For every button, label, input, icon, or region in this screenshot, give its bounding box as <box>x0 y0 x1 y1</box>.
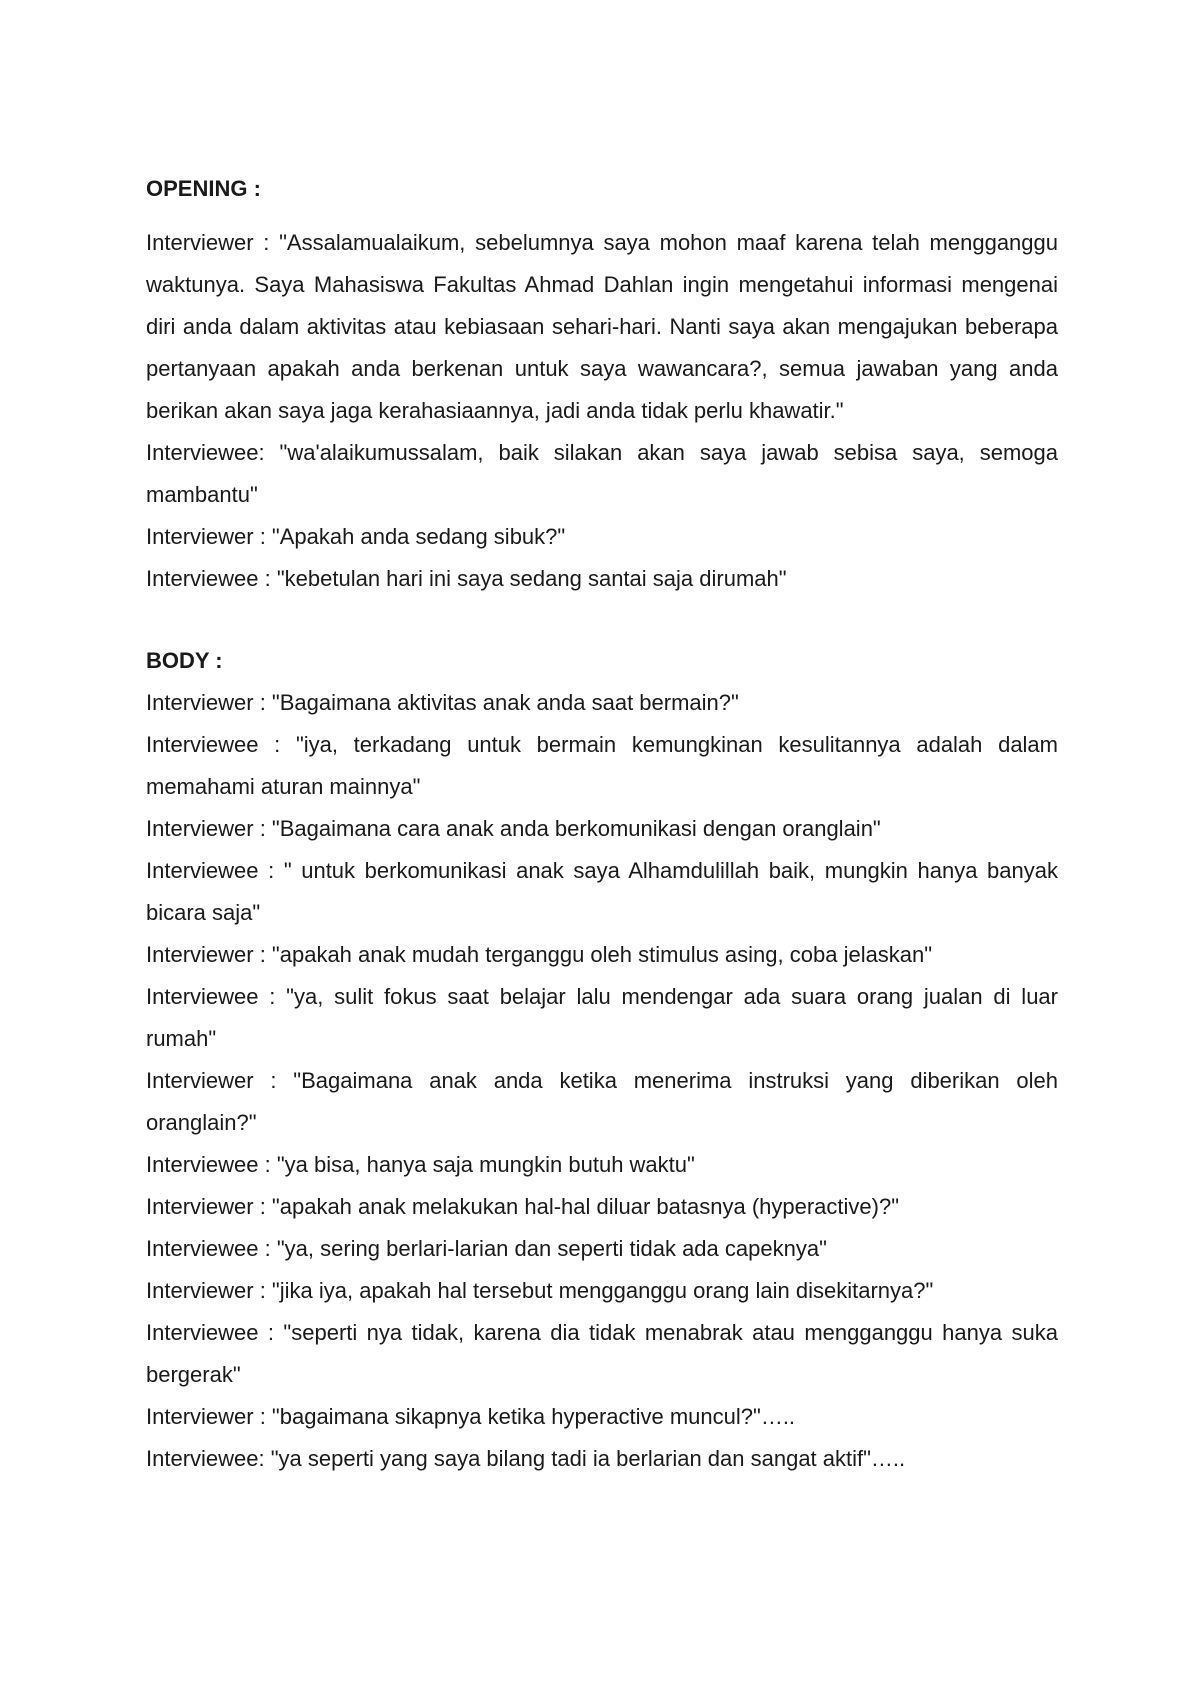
body-line: Interviewee : "ya, sulit fokus saat belajar lalu mendengar ada suara orang jualan di luar rumah" <box>146 984 1058 1051</box>
opening-line: Interviewer : "Apakah anda sedang sibuk?" <box>146 524 566 549</box>
body-line: Interviewer : "jika iya, apakah hal tersebut mengganggu orang lain disekitarnya?" <box>146 1278 934 1303</box>
document-page <box>146 168 1058 1480</box>
body-line: Interviewee : " untuk berkomunikasi anak saya Alhamdulillah baik, mungkin hanya banyak bicara saja" <box>146 858 1058 925</box>
body-line: Interviewer : "Bagaimana anak anda ketika menerima instruksi yang diberikan oleh oranglain?" <box>146 1068 1058 1135</box>
body-line: Interviewee : "ya bisa, hanya saja mungkin butuh waktu" <box>146 1152 695 1177</box>
body-line: Interviewee : "iya, terkadang untuk bermain kemungkinan kesulitannya adalah dalam memahami aturan mainnya" <box>146 732 1058 799</box>
body-heading: BODY : <box>146 648 223 673</box>
body-line: Interviewer : "bagaimana sikapnya ketika hyperactive muncul?"….. <box>146 1404 796 1429</box>
opening-heading: OPENING : <box>146 176 261 201</box>
opening-line: Interviewer : "Assalamualaikum, sebelumnya saya mohon maaf karena telah mengganggu waktunya. Saya Mahasiswa Fakultas Ahmad Dahlan ingin mengetahui informasi mengenai diri anda dalam aktivitas atau kebiasaan sehari-hari. Nanti saya akan mengajukan beberapa pertanyaan apakah anda berkenan untuk saya wawancara?, semua jawaban yang anda berikan akan saya jaga kerahasiaannya, jadi anda tidak perlu khawatir." <box>146 230 1058 423</box>
opening-line: Interviewee : "kebetulan hari ini saya sedang santai saja dirumah" <box>146 566 787 591</box>
body-line: Interviewer : "apakah anak mudah terganggu oleh stimulus asing, coba jelaskan" <box>146 942 933 967</box>
body-line: Interviewer : "Bagaimana cara anak anda berkomunikasi dengan oranglain" <box>146 816 881 841</box>
opening-line: Interviewee: "wa'alaikumussalam, baik silakan akan saya jawab sebisa saya, semoga mambantu" <box>146 440 1058 507</box>
body-line: Interviewee : "ya, sering berlari-larian dan seperti tidak ada capeknya" <box>146 1236 827 1261</box>
body-line: Interviewee : "seperti nya tidak, karena dia tidak menabrak atau mengganggu hanya suka bergerak" <box>146 1320 1058 1387</box>
body-line: Interviewee: "ya seperti yang saya bilang tadi ia berlarian dan sangat aktif"….. <box>146 1446 906 1471</box>
body-line: Interviewer : "apakah anak melakukan hal-hal diluar batasnya (hyperactive)?" <box>146 1194 900 1219</box>
body-line: Interviewer : "Bagaimana aktivitas anak anda saat bermain?" <box>146 690 739 715</box>
